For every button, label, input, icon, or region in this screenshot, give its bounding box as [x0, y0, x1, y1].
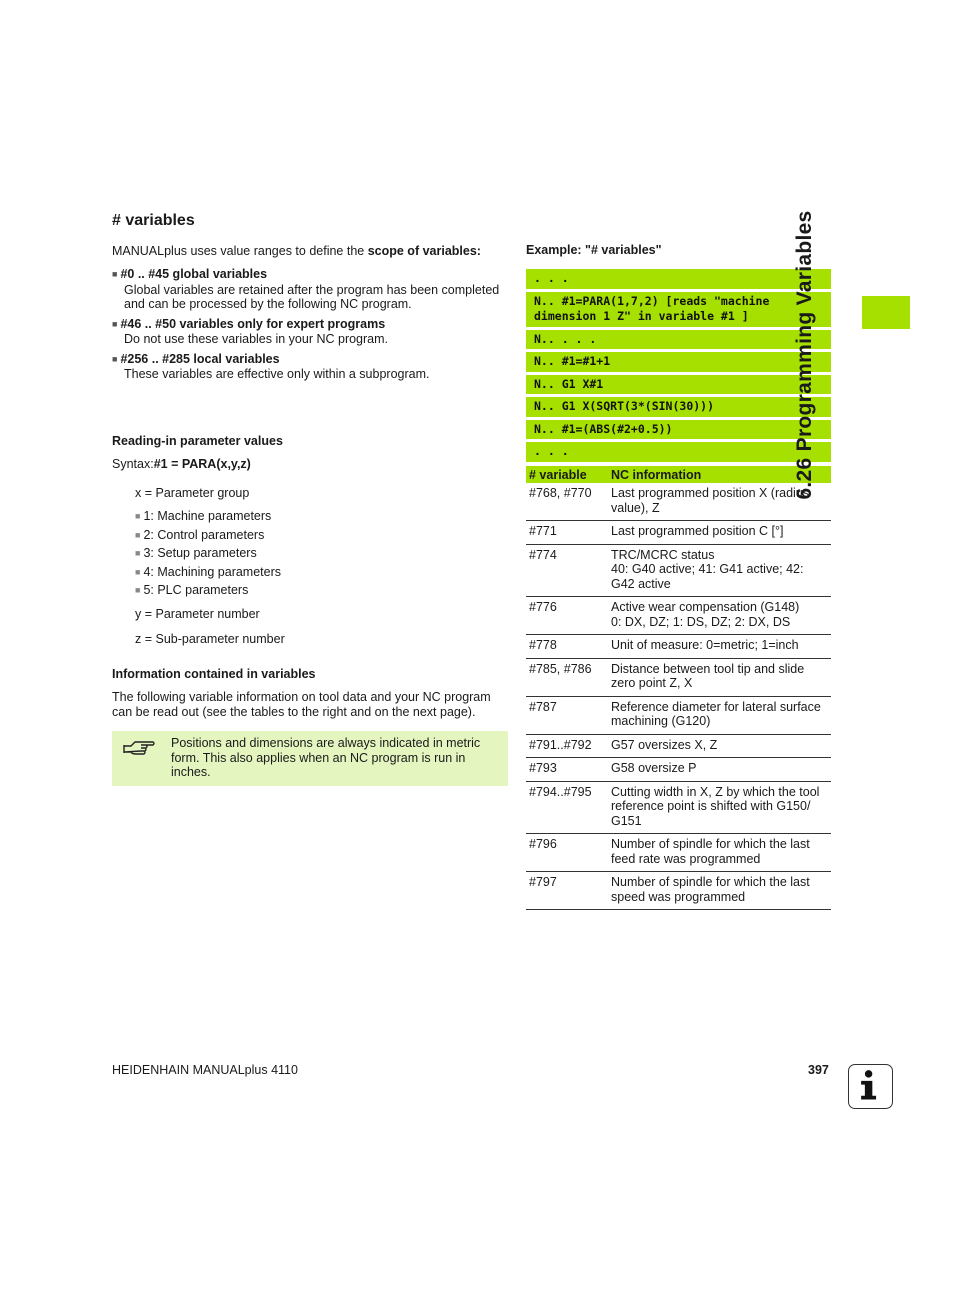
- variable-cell: #794..#795: [526, 781, 608, 834]
- param-y: y = Parameter number: [135, 607, 260, 621]
- variable-cell: #774: [526, 544, 608, 597]
- variable-cell: #796: [526, 834, 608, 872]
- list-item: ■ 3: Setup parameters: [135, 546, 281, 565]
- syntax-value: #1 = PARA(x,y,z): [153, 457, 251, 471]
- list-item: [112, 352, 512, 382]
- code-example: [526, 269, 831, 465]
- table-row: [526, 872, 831, 910]
- page-number: 397: [808, 1063, 829, 1077]
- info-icon[interactable]: [848, 1064, 893, 1109]
- table-row: [526, 635, 831, 659]
- info-cell: G57 oversizes X, Z: [608, 734, 831, 758]
- variable-cell: #793: [526, 758, 608, 782]
- table-header-row: [526, 466, 831, 483]
- section-title: # variables: [112, 212, 195, 229]
- info-cell: Last programmed position C [°]: [608, 521, 831, 545]
- code-line: N.. #1=(ABS(#2+0.5)): [526, 420, 831, 440]
- table-row: [526, 544, 831, 597]
- table-row: [526, 597, 831, 635]
- info-cell: TRC/MCRC status 40: G40 active; 41: G41 active; 42: G42 active: [608, 544, 831, 597]
- code-line: . . .: [526, 442, 831, 462]
- info-text: The following variable information on tool data and your NC program can be read out (see the tables to the right and on the next page).: [112, 690, 491, 719]
- syntax-label: Syntax:: [112, 457, 154, 471]
- param-z: z = Sub-parameter number: [135, 632, 285, 646]
- variable-cell: #771: [526, 521, 608, 545]
- table-row: [526, 781, 831, 834]
- variable-cell: #768, #770: [526, 483, 608, 521]
- code-line: N.. #1=PARA(1,7,2) [reads "machine dimension 1 Z" in variable #1 ]: [526, 292, 831, 327]
- scope-desc: These variables are effective only within a subprogram.: [124, 367, 430, 381]
- example-title: Example: "# variables": [526, 243, 662, 257]
- variable-cell: #785, #786: [526, 658, 608, 696]
- variable-cell: #797: [526, 872, 608, 910]
- param-x: x = Parameter group: [135, 486, 250, 500]
- scope-head: ■ #256 .. #285 local variables: [112, 352, 512, 368]
- column-header: NC information: [608, 466, 831, 483]
- note-box: [112, 731, 508, 786]
- chapter-tab: [862, 296, 910, 329]
- table-row: [526, 758, 831, 782]
- group-list: [135, 509, 281, 602]
- info-cell: Number of spindle for which the last feed rate was programmed: [608, 834, 831, 872]
- table-body: [526, 483, 831, 910]
- variable-cell: #778: [526, 635, 608, 659]
- info-cell: Unit of measure: 0=metric; 1=inch: [608, 635, 831, 659]
- intro-bold: scope of variables:: [367, 244, 481, 258]
- code-line: . . .: [526, 269, 831, 289]
- syntax-line: [112, 457, 251, 471]
- list-item: [112, 267, 512, 312]
- pointing-hand-icon: [122, 737, 156, 763]
- variable-cell: #791..#792: [526, 734, 608, 758]
- variable-cell: #776: [526, 597, 608, 635]
- scope-head: ■ #46 .. #50 variables only for expert programs: [112, 317, 512, 333]
- intro-prefix: MANUALplus uses value ranges to define the: [112, 244, 368, 258]
- list-item: ■ 4: Machining parameters: [135, 565, 281, 584]
- info-cell: Distance between tool tip and slide zero point Z, X: [608, 658, 831, 696]
- reading-title: Reading-in parameter values: [112, 434, 283, 448]
- table-row: [526, 834, 831, 872]
- scope-head: ■ #0 .. #45 global variables: [112, 267, 512, 283]
- info-cell: Reference diameter for lateral surface machining (G120): [608, 696, 831, 734]
- scope-desc: Global variables are retained after the program has been completed and can be processed by the following NC program.: [124, 282, 500, 311]
- code-line: N.. G1 X#1: [526, 375, 831, 395]
- table-row: [526, 658, 831, 696]
- footer-title: HEIDENHAIN MANUALplus 4110: [112, 1063, 298, 1077]
- info-cell: Active wear compensation (G148) 0: DX, DZ; 1: DS, DZ; 2: DX, DS: [608, 597, 831, 635]
- code-line: N.. #1=#1+1: [526, 352, 831, 372]
- info-cell: Last programmed position X (radius value), Z: [608, 483, 831, 521]
- list-item: [112, 317, 512, 347]
- info-cell: G58 oversize P: [608, 758, 831, 782]
- code-line: N.. G1 X(SQRT(3*(SIN(30))): [526, 397, 831, 417]
- list-item: ■ 2: Control parameters: [135, 528, 281, 547]
- info-cell: Number of spindle for which the last speed was programmed: [608, 872, 831, 910]
- note-text: Positions and dimensions are always indicated in metric form. This also applies when an NC program is run in inches.: [171, 736, 481, 779]
- variables-table: [526, 466, 831, 910]
- info-cell: Cutting width in X, Z by which the tool reference point is shifted with G150/ G151: [608, 781, 831, 834]
- table-row: [526, 521, 831, 545]
- column-header: # variable: [526, 466, 608, 483]
- list-item: ■ 1: Machine parameters: [135, 509, 281, 528]
- scope-desc: Do not use these variables in your NC program.: [124, 332, 389, 346]
- variable-cell: #787: [526, 696, 608, 734]
- table-row: [526, 483, 831, 521]
- table-row: [526, 734, 831, 758]
- table-row: [526, 696, 831, 734]
- intro-text: [112, 244, 512, 259]
- code-line: N.. . . .: [526, 330, 831, 350]
- chapter-title-text: 6.26 Programming Variables: [793, 210, 816, 500]
- info-title: Information contained in variables: [112, 667, 316, 681]
- scope-list: [112, 267, 512, 387]
- list-item: ■ 5: PLC parameters: [135, 583, 281, 602]
- info-glyph: [849, 1065, 891, 1107]
